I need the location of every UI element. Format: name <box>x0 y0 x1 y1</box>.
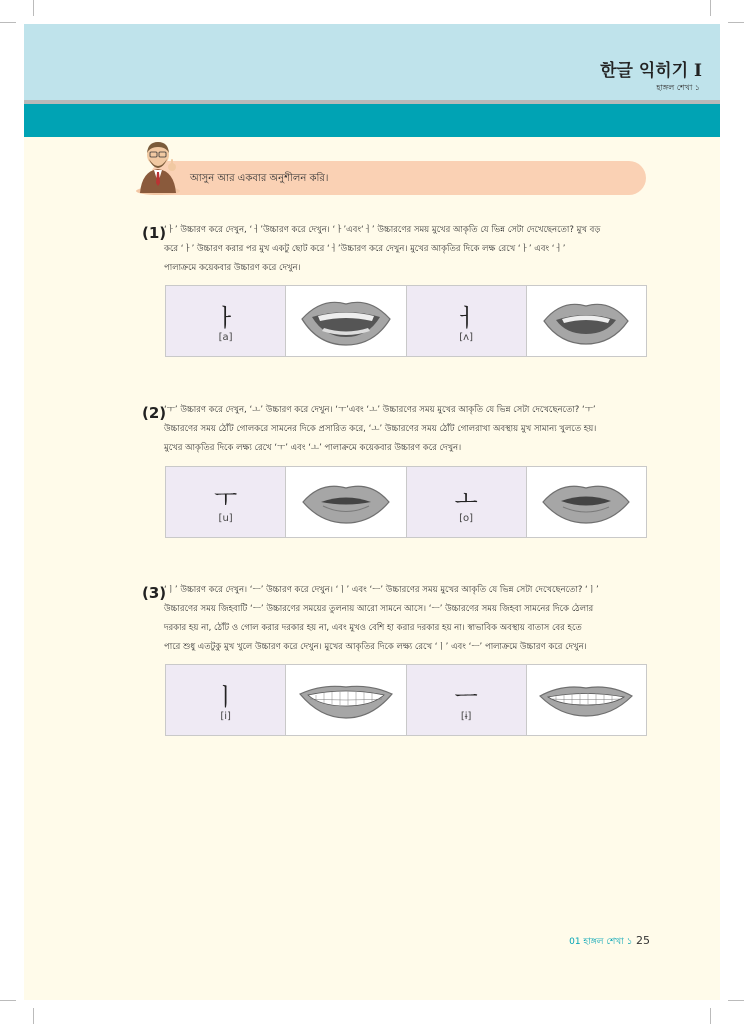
crop-mark <box>710 0 711 16</box>
flat-teeth-image <box>538 680 634 720</box>
mouth-cell <box>527 665 646 735</box>
text-line: ‘ㅏ’ উচ্চারণ করে দেখুন, ‘ㅓ’উচ্চারণ করে দেখুন। ‘ㅏ’এবং‘ㅓ’ উচ্চারণের সময় মুখের আকৃতি যে ভিন্ন সেটা দেখেছেনতো? মুখ বড় <box>164 225 601 235</box>
header-band <box>24 24 720 100</box>
vowel-glyph: ㅏ <box>214 304 238 332</box>
text-line: দরকার হয় না, ঠোঁট ও গোল করার দরকার হয় না, এবং মুখও বেশি হা করার দরকার হয় না। স্বাভাবিক অবস্থায় বাতাস বের হতে <box>164 623 582 633</box>
vowel-cell <box>166 665 286 735</box>
romanization: [o] <box>459 513 474 524</box>
practice-label: আসুন আর একবার অনুশীলন করি। <box>190 173 329 184</box>
text-line: মুখের আকৃতির দিকে লক্ষ্য রেখে ‘ㅜ’ এবং ‘ㅗ’ পালাক্রমে কয়েকবার উচ্চারণ করে দেখুন। <box>164 443 462 453</box>
crop-mark <box>728 1000 744 1001</box>
crop-mark <box>710 1008 711 1024</box>
vowel-glyph: ㅜ <box>214 485 238 513</box>
page-footer <box>569 934 650 949</box>
vowel-cell <box>166 286 286 356</box>
vowel-cell <box>407 286 527 356</box>
page-title: 한글 익히기 I <box>600 61 702 81</box>
teal-band <box>24 104 720 137</box>
rounded-lips-image <box>301 479 391 525</box>
crop-mark <box>728 22 744 23</box>
mouth-cell <box>286 467 406 537</box>
teacher-illustration <box>134 137 182 195</box>
vowel-table <box>165 466 647 538</box>
vowel-cell <box>407 467 527 537</box>
section-number: (3) <box>142 584 167 602</box>
text-line: ‘ㅜ’ উচ্চারণ করে দেখুন, ‘ㅗ’ উচ্চারণ করে দেখুন। ‘ㅜ’এবং ‘ㅗ’ উচ্চারণের সময় মুখের আকৃতি যে ভিন্ন সেটা দেখেছেনতো? ‘ㅜ’ <box>164 405 596 415</box>
crop-mark <box>33 1008 34 1024</box>
mouth-cell <box>286 286 406 356</box>
crop-mark <box>33 0 34 16</box>
vowel-glyph: ㅓ <box>454 304 478 332</box>
romanization: [a] <box>218 332 233 343</box>
page-subtitle: হাঙ্গল শেখা ১ <box>656 83 700 92</box>
crop-mark <box>0 1000 16 1001</box>
footer-chapter: 01 হাঙ্গল শেখা ১ <box>569 937 633 947</box>
rounded-open-lips-image <box>541 479 631 525</box>
romanization: [ʌ] <box>459 332 473 343</box>
text-line: পারে শুধু এতটুকু মুখ খুলে উচ্চারণ করে দেখুন। মুখের আকৃতির দিকে লক্ষ্য রেখে ‘ㅣ’ এবং ‘ㅡ’ পালাক্রমে উচ্চারণ করে দেখুন। <box>164 642 587 652</box>
mouth-cell <box>527 286 646 356</box>
crop-mark <box>0 22 16 23</box>
section-text <box>164 221 600 278</box>
section-number: (1) <box>142 224 167 242</box>
section-text <box>164 581 599 657</box>
section-number: (2) <box>142 404 167 422</box>
vowel-glyph: ㅣ <box>214 683 238 711</box>
vowel-cell <box>407 665 527 735</box>
romanization: [u] <box>218 513 233 524</box>
section-text <box>164 401 596 458</box>
vowel-glyph: ㅗ <box>454 485 478 513</box>
smiling-teeth-image <box>298 680 394 720</box>
vowel-glyph: ㅡ <box>454 683 478 711</box>
mouth-cell <box>527 467 646 537</box>
open-mouth-image <box>300 295 392 347</box>
text-line: ‘ㅣ’ উচ্চারণ করে দেখুন। ‘ㅡ’ উচ্চারণ করে দেখুন। ‘ㅣ’ এবং ‘ㅡ’ উচ্চারণের সময় মুখের আকৃতি যে ভিন্ন সেটা দেখেছেনতো? ‘ㅣ’ <box>164 585 599 595</box>
vowel-table <box>165 664 647 736</box>
romanization: [ɨ] <box>460 711 472 722</box>
page-number: 25 <box>636 934 650 947</box>
romanization: [i] <box>220 711 231 722</box>
practice-banner <box>150 161 646 195</box>
text-line: করে ‘ㅏ’ উচ্চারণ করার পর মুখ একটু ছোট করে ‘ㅓ’উচ্চারণ করে দেখুন। মুখের আকৃতির দিকে লক্ষ রেখে ‘ㅏ’ এবং ‘ㅓ’ <box>164 244 566 254</box>
text-line: উচ্চারণের সময় জিহবাটি ‘ㅡ’ উচ্চারণের সময়ের তুলনায় আরো সামনে আসে। ‘ㅡ’ উচ্চারণের সময় জিহবা সামনের দিকে ঠেলার <box>164 604 594 614</box>
text-line: উচ্চারণের সময় ঠোঁট গোলকরে সামনের দিকে প্রসারিত করে, ‘ㅗ’ উচ্চারণের সময় ঠোঁট গোলরাখা অবস্থায় মুখ সামান্য খুলতে হয়। <box>164 424 597 434</box>
vowel-table <box>165 285 647 357</box>
mouth-cell <box>286 665 406 735</box>
vowel-cell <box>166 467 286 537</box>
text-line: পালাক্রমে কয়েকবার উচ্চারণ করে দেখুন। <box>164 263 301 273</box>
half-open-mouth-image <box>542 296 630 346</box>
